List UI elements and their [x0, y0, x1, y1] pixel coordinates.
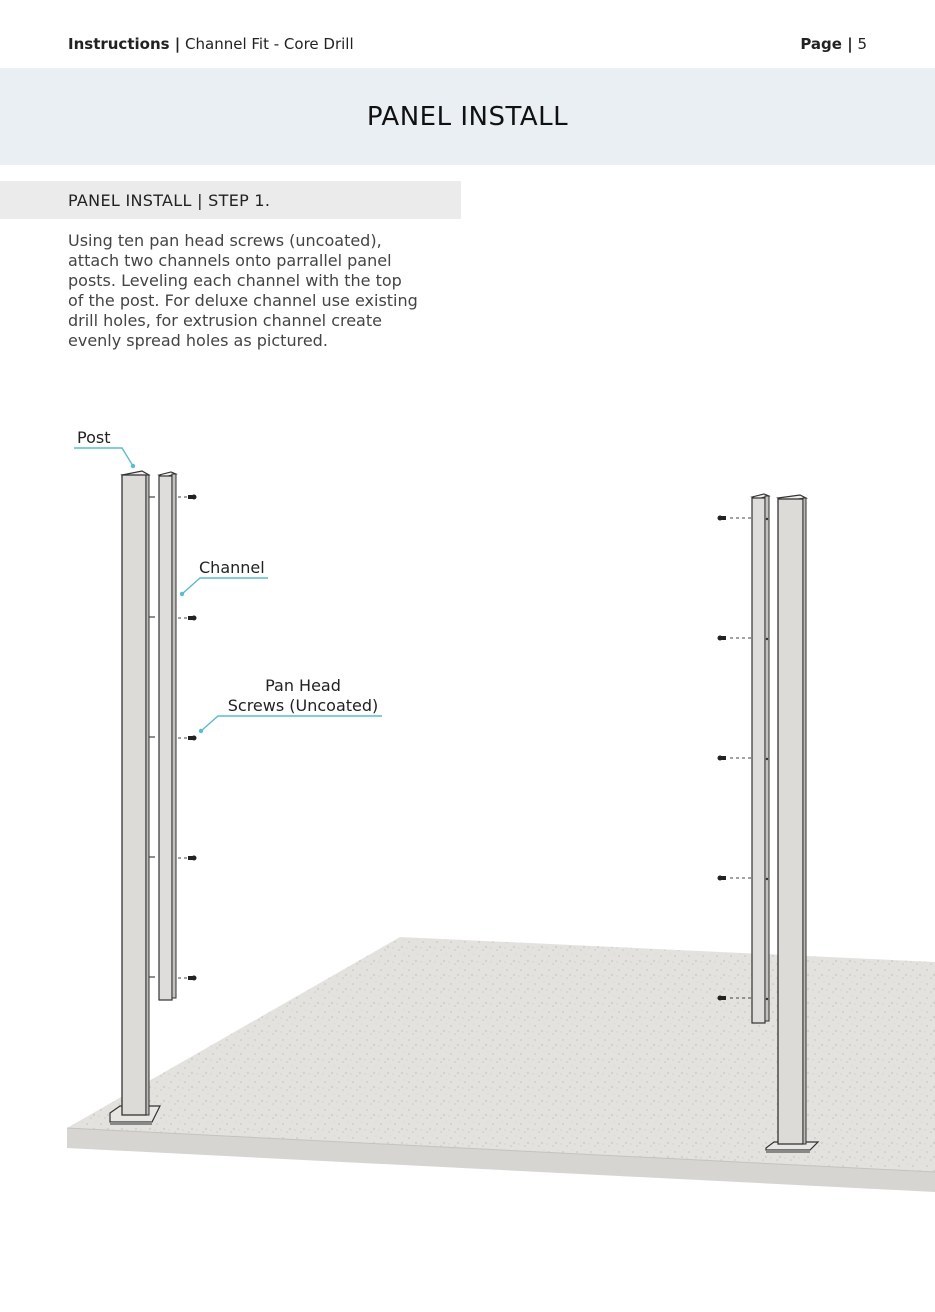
screw-icon: [178, 976, 197, 981]
screws-callout-line1: Pan Head: [265, 676, 341, 695]
post-leader: [74, 448, 133, 466]
left-post: [110, 471, 160, 1125]
description-line: evenly spread holes as pictured.: [68, 331, 328, 350]
screws-callout-line2: Screws (Uncoated): [227, 696, 379, 715]
screw-icon: [178, 616, 197, 621]
description-line: Using ten pan head screws (uncoated),: [68, 231, 382, 250]
screw-icon: [178, 495, 197, 500]
section-title: PANEL INSTALL: [366, 101, 569, 132]
screws-callout-label: [218, 676, 388, 716]
channel-callout-label: Channel: [199, 558, 265, 577]
left-channel: [159, 472, 176, 1000]
screw-icon: [718, 876, 753, 881]
description-line: attach two channels onto parrallel panel: [68, 251, 392, 270]
description-line: of the post. For deluxe channel use existing: [68, 291, 418, 310]
screw-icon: [178, 736, 197, 741]
channel-leader: [182, 578, 268, 594]
screw-icon: [178, 856, 197, 861]
description-line: drill holes, for extrusion channel create: [68, 311, 382, 330]
page-label: Page |: [800, 35, 853, 53]
screws-leader: [201, 716, 382, 731]
left-post-hole-marks: [149, 497, 155, 977]
right-screws: [718, 516, 753, 1001]
step-heading: PANEL INSTALL | STEP 1.: [68, 191, 271, 210]
left-screws: [178, 495, 197, 981]
doc-type: Instructions |: [68, 35, 181, 53]
screw-icon: [718, 756, 753, 761]
post-callout-label: Post: [77, 428, 111, 447]
page-number: 5: [857, 35, 867, 53]
screw-icon: [718, 516, 753, 521]
screw-icon: [718, 636, 753, 641]
description-line: posts. Leveling each channel with the top: [68, 271, 402, 290]
doc-title: Channel Fit - Core Drill: [185, 35, 354, 53]
